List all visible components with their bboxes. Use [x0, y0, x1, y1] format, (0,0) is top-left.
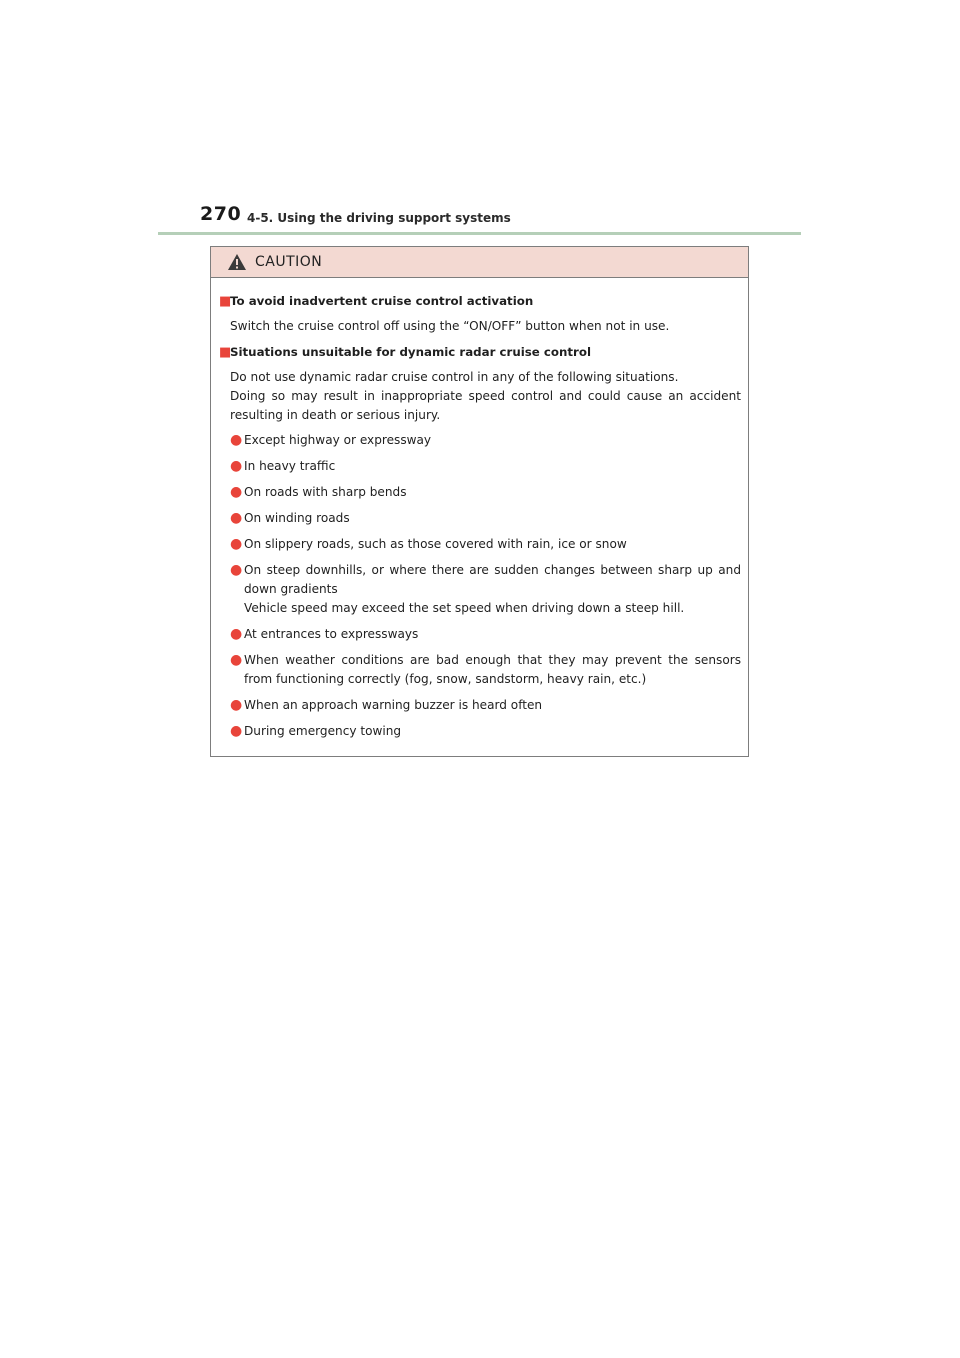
list-item: [230, 483, 741, 502]
topic-paragraph: Doing so may result in inappropriate speed control and could cause an accident resulting in death or serious injury.: [230, 389, 741, 422]
list-item: [230, 561, 741, 618]
list-item: [230, 431, 741, 450]
topic-heading: [219, 343, 741, 362]
round-bullet-icon: ●: [230, 723, 243, 739]
list-item-main: On steep downhills, or where there are sudden changes between sharp up and down gradients: [244, 563, 741, 596]
list-item-text: In heavy traffic: [244, 459, 336, 473]
topic-paragraph: Switch the cruise control off using the “ON/OFF” button when not in use.: [230, 319, 670, 333]
list-item: [230, 535, 741, 554]
list-item-text: On winding roads: [244, 511, 350, 525]
caution-header: [211, 247, 748, 278]
topic-paragraphs: [219, 368, 741, 425]
topic-paragraph: Do not use dynamic radar cruise control in any of the following situations.: [230, 370, 679, 384]
round-bullet-icon: ●: [230, 562, 243, 578]
list-item-text: At entrances to expressways: [244, 627, 419, 641]
round-bullet-icon: ●: [230, 432, 243, 448]
round-bullet-icon: ●: [230, 536, 243, 552]
list-item: [230, 722, 741, 741]
caution-body: [211, 278, 748, 741]
list-item-text: Except highway or expressway: [244, 433, 432, 447]
caution-topic: [219, 343, 741, 741]
list-item: [230, 625, 741, 644]
caution-label: CAUTION: [255, 254, 323, 270]
list-item-text: During emergency towing: [244, 724, 402, 738]
list-item-text: When an approach warning buzzer is heard often: [244, 698, 543, 712]
caution-box: [210, 246, 749, 757]
header-divider: [158, 232, 801, 235]
list-item-text: On slippery roads, such as those covered with rain, ice or snow: [244, 537, 627, 551]
situation-list: [219, 431, 741, 741]
section-title: 4-5. Using the driving support systems: [247, 211, 511, 225]
page-number: 270: [200, 203, 242, 225]
topic-heading-text: Situations unsuitable for dynamic radar cruise control: [230, 345, 591, 359]
list-item: [230, 651, 741, 689]
list-item-note: Vehicle speed may exceed the set speed when driving down a steep hill.: [244, 601, 685, 615]
list-item-text: On roads with sharp bends: [244, 485, 407, 499]
warning-triangle-icon: [227, 253, 247, 271]
list-item: [230, 457, 741, 476]
list-item: [230, 696, 741, 715]
caution-topic: [219, 292, 741, 336]
round-bullet-icon: ●: [230, 652, 243, 668]
list-item: [230, 509, 741, 528]
square-bullet-icon: ■: [219, 294, 232, 309]
round-bullet-icon: ●: [230, 510, 243, 526]
round-bullet-icon: ●: [230, 458, 243, 474]
list-item-text: When weather conditions are bad enough that they may prevent the sensors from functioning correctly (fog, snow, sandstorm, heavy rain, etc.): [244, 653, 741, 686]
list-item-text: [244, 561, 741, 618]
topic-heading-text: To avoid inadvertent cruise control activation: [230, 294, 534, 308]
round-bullet-icon: ●: [230, 697, 243, 713]
round-bullet-icon: ●: [230, 626, 243, 642]
round-bullet-icon: ●: [230, 484, 243, 500]
topic-heading: [219, 292, 741, 311]
square-bullet-icon: ■: [219, 345, 232, 360]
